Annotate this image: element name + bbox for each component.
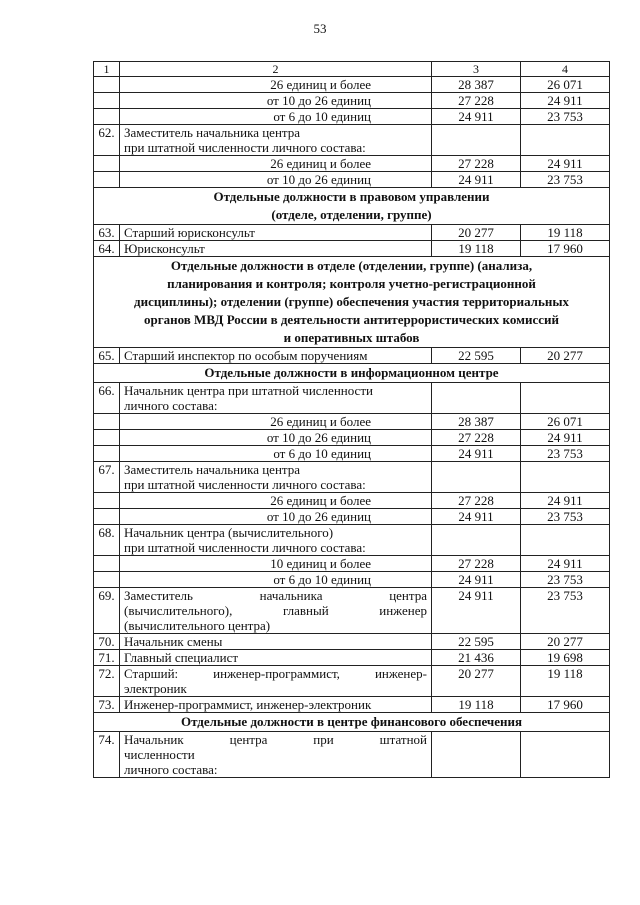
salary-value-col3: 24 911 (432, 172, 521, 188)
position-title-word: штатной (379, 732, 427, 747)
salary-value-col3: 22 595 (432, 348, 521, 364)
row-number (94, 430, 120, 446)
salary-value-col4: 24 911 (521, 156, 610, 172)
position-title-line: Начальник центра (вычислительного) (124, 525, 334, 540)
salary-value-col3: 20 277 (432, 225, 521, 241)
table-row (94, 650, 610, 666)
position-title (120, 462, 432, 493)
salary-value-col4: 24 911 (521, 430, 610, 446)
position-title-line: Старший юрисконсульт (124, 225, 255, 240)
table-body (94, 62, 610, 778)
table-subrow (94, 430, 610, 446)
row-number: 69. (94, 588, 120, 634)
salary-value-col4: 23 753 (521, 446, 610, 462)
position-title: от 6 до 10 единиц (120, 446, 432, 462)
table-subrow (94, 446, 610, 462)
section-heading-row (94, 257, 610, 348)
table-subrow (94, 509, 610, 525)
position-title-word: (вычислительного), (124, 603, 233, 618)
position-title-line: личного состава: (124, 762, 218, 777)
position-title: от 10 до 26 единиц (120, 430, 432, 446)
table-row (94, 697, 610, 713)
position-title-word: при (313, 732, 334, 747)
salary-value-col4: 20 277 (521, 348, 610, 364)
salary-value-col3: 27 228 (432, 493, 521, 509)
position-title-word: центра (389, 588, 427, 603)
row-number: 70. (94, 634, 120, 650)
salary-value-col3 (432, 462, 521, 493)
salary-value-col3: 19 118 (432, 241, 521, 257)
position-title: 26 единиц и более (120, 156, 432, 172)
salary-value-col3 (432, 732, 521, 778)
table-row (94, 525, 610, 556)
position-title (120, 383, 432, 414)
table-subrow (94, 493, 610, 509)
row-number (94, 109, 120, 125)
row-number (94, 414, 120, 430)
salary-value-col4: 17 960 (521, 241, 610, 257)
salary-value-col4: 23 753 (521, 172, 610, 188)
row-number (94, 493, 120, 509)
section-heading (94, 257, 610, 348)
position-title-line: при штатной численности личного состава: (124, 540, 366, 555)
position-title (120, 225, 432, 241)
salary-value-col3: 24 911 (432, 446, 521, 462)
table-subrow (94, 156, 610, 172)
salary-value-col4 (521, 732, 610, 778)
table-subrow (94, 172, 610, 188)
position-title: от 10 до 26 единиц (120, 93, 432, 109)
position-title (120, 525, 432, 556)
salary-value-col3: 24 911 (432, 109, 521, 125)
row-number: 68. (94, 525, 120, 556)
salary-value-col4: 24 911 (521, 493, 610, 509)
section-heading-row (94, 188, 610, 225)
salary-value-col4: 24 911 (521, 93, 610, 109)
position-title-word: центра (229, 732, 268, 747)
salary-value-col3: 27 228 (432, 556, 521, 572)
salary-value-col4: 26 071 (521, 77, 610, 93)
position-title (120, 241, 432, 257)
table-subrow (94, 556, 610, 572)
table-subrow (94, 93, 610, 109)
row-number (94, 156, 120, 172)
table-row (94, 348, 610, 364)
position-title-word: инженер- (374, 666, 427, 681)
salary-value-col3: 24 911 (432, 588, 521, 634)
position-title-line: численности (124, 747, 195, 762)
position-title-line: Заместитель начальника центра (124, 462, 301, 477)
row-number: 66. (94, 383, 120, 414)
column-header-2: 2 (120, 62, 432, 77)
table-subrow (94, 77, 610, 93)
table-subrow (94, 572, 610, 588)
salary-value-col4 (521, 383, 610, 414)
section-heading (94, 713, 610, 732)
salary-value-col3: 28 387 (432, 414, 521, 430)
salary-value-col3: 22 595 (432, 634, 521, 650)
table-row (94, 225, 610, 241)
salary-value-col4: 23 753 (521, 109, 610, 125)
salary-value-col4: 26 071 (521, 414, 610, 430)
section-heading-line: планирования и контроля; контроля учетно-регистрационной (167, 276, 536, 291)
row-number (94, 93, 120, 109)
position-title-word: начальника (259, 588, 323, 603)
section-heading-line: Отдельные должности в отделе (отделении, группе) (анализа, (170, 258, 533, 273)
table-subrow (94, 109, 610, 125)
position-title-line: Начальник смены (124, 634, 223, 649)
position-title-line: при штатной численности личного состава: (124, 140, 366, 155)
position-title: от 6 до 10 единиц (120, 572, 432, 588)
row-number: 72. (94, 666, 120, 697)
salary-value-col4 (521, 125, 610, 156)
position-title: 26 единиц и более (120, 414, 432, 430)
position-title-line: при штатной численности личного состава: (124, 477, 366, 492)
section-heading-line: (отделе, отделении, группе) (271, 207, 432, 222)
row-number (94, 509, 120, 525)
salary-value-col3 (432, 125, 521, 156)
salary-value-col3: 24 911 (432, 572, 521, 588)
section-heading-line: Отдельные должности в информационном центре (204, 365, 499, 380)
row-number (94, 446, 120, 462)
position-title: от 10 до 26 единиц (120, 509, 432, 525)
salary-value-col3 (432, 525, 521, 556)
position-title-line: Начальник центра при штатной численности (124, 383, 373, 398)
position-title: 26 единиц и более (120, 77, 432, 93)
position-title (120, 732, 432, 778)
position-title (120, 588, 432, 634)
position-title-line: Заместитель начальника центра (124, 125, 301, 140)
row-number: 63. (94, 225, 120, 241)
position-title-word: инженер (379, 603, 427, 618)
position-title-line (124, 603, 427, 618)
row-number (94, 172, 120, 188)
page-number: 53 (313, 21, 327, 36)
section-heading-line: Отдельные должности в центре финансового обеспечения (180, 714, 523, 729)
row-number (94, 572, 120, 588)
table-row (94, 666, 610, 697)
position-title (120, 348, 432, 364)
row-number (94, 77, 120, 93)
section-heading-line: дисциплины); отделении (группе) обеспечения участия территориальных (134, 294, 569, 309)
position-title (120, 634, 432, 650)
row-number (94, 556, 120, 572)
salary-value-col3: 27 228 (432, 430, 521, 446)
section-heading-row (94, 364, 610, 383)
salary-value-col3: 21 436 (432, 650, 521, 666)
salary-value-col3: 27 228 (432, 156, 521, 172)
row-number: 65. (94, 348, 120, 364)
position-title: 26 единиц и более (120, 493, 432, 509)
position-title-line: Юрисконсульт (124, 241, 205, 256)
table-row (94, 634, 610, 650)
salary-value-col4: 23 753 (521, 509, 610, 525)
salary-value-col3: 27 228 (432, 93, 521, 109)
salary-value-col4 (521, 525, 610, 556)
row-number: 71. (94, 650, 120, 666)
salary-value-col4: 17 960 (521, 697, 610, 713)
table-row (94, 383, 610, 414)
salary-value-col3: 28 387 (432, 77, 521, 93)
salary-value-col4: 19 118 (521, 225, 610, 241)
position-title: от 6 до 10 единиц (120, 109, 432, 125)
position-title: 10 единиц и более (120, 556, 432, 572)
row-number: 67. (94, 462, 120, 493)
salary-table (93, 61, 610, 778)
table-row (94, 241, 610, 257)
position-title-word: инженер-программист, (213, 666, 340, 681)
position-title-line: (вычислительного центра) (124, 618, 271, 633)
table-row (94, 462, 610, 493)
section-heading-line: органов МВД России в деятельности антитеррористических комиссий (143, 312, 559, 327)
position-title (120, 697, 432, 713)
position-title-line (124, 588, 427, 603)
column-header-3: 3 (432, 62, 521, 77)
table-row (94, 588, 610, 634)
position-title-line: Инженер-программист, инженер-электроник (124, 697, 372, 712)
table-subrow (94, 414, 610, 430)
position-title-word: главный (282, 603, 329, 618)
section-heading-line: и оперативных штабов (283, 330, 420, 345)
table-row (94, 125, 610, 156)
salary-value-col4: 19 118 (521, 666, 610, 697)
position-title-word: Старший: (124, 666, 179, 681)
salary-value-col3 (432, 383, 521, 414)
row-number: 64. (94, 241, 120, 257)
position-title (120, 125, 432, 156)
salary-value-col4 (521, 462, 610, 493)
position-title-word: Заместитель (124, 588, 193, 603)
salary-value-col3: 19 118 (432, 697, 521, 713)
salary-value-col4: 20 277 (521, 634, 610, 650)
column-header-4: 4 (521, 62, 610, 77)
salary-value-col4: 23 753 (521, 572, 610, 588)
table-row (94, 732, 610, 778)
salary-value-col4: 24 911 (521, 556, 610, 572)
section-heading (94, 188, 610, 225)
salary-value-col3: 20 277 (432, 666, 521, 697)
header-row (94, 62, 610, 77)
position-title-line: Старший инспектор по особым поручениям (124, 348, 368, 363)
position-title-word: Начальник (124, 732, 184, 747)
position-title (120, 650, 432, 666)
position-title (120, 666, 432, 697)
section-heading-line: Отдельные должности в правовом управлении (213, 189, 490, 204)
position-title-line: электроник (124, 681, 187, 696)
section-heading (94, 364, 610, 383)
row-number: 74. (94, 732, 120, 778)
salary-value-col4: 23 753 (521, 588, 610, 634)
position-title-line (124, 666, 427, 681)
row-number: 73. (94, 697, 120, 713)
row-number: 62. (94, 125, 120, 156)
position-title: от 10 до 26 единиц (120, 172, 432, 188)
position-title-line: личного состава: (124, 398, 218, 413)
column-header-1: 1 (94, 62, 120, 77)
salary-value-col3: 24 911 (432, 509, 521, 525)
position-title-line: Главный специалист (124, 650, 239, 665)
salary-value-col4: 19 698 (521, 650, 610, 666)
section-heading-row (94, 713, 610, 732)
position-title-line (124, 732, 427, 747)
